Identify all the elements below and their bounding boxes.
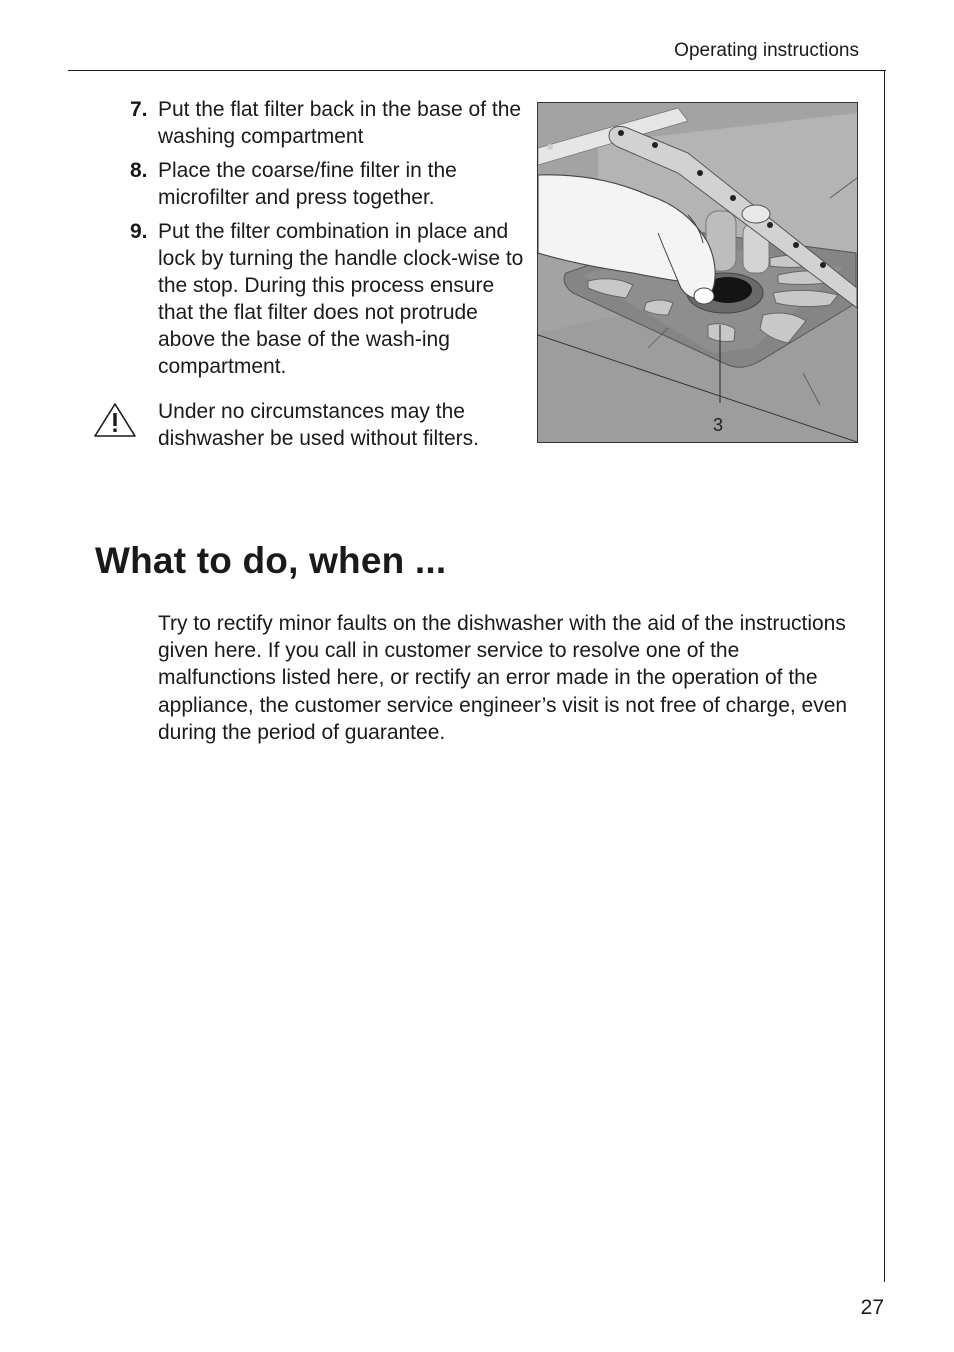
step-text: Put the filter combination in place and lock by turning the handle clock-wise to the stop. During this process ensure that the flat filter does not protrude above the base of the wash-ing compartment. — [158, 220, 524, 378]
section-title: What to do, when ... — [95, 540, 447, 581]
step-list — [130, 96, 530, 387]
step-text: Place the coarse/fine filter in the microfilter and press together. — [158, 159, 457, 209]
warning-triangle-icon — [93, 402, 137, 438]
step-item — [130, 96, 530, 150]
step-text: Put the flat filter back in the base of the washing compartment — [158, 98, 522, 148]
side-rule — [884, 70, 885, 1282]
running-header: Operating instructions — [674, 40, 859, 61]
step-number: 7. — [130, 98, 148, 121]
step-item — [130, 218, 530, 380]
section-intro: Try to rectify minor faults on the dishwasher with the aid of the instructions given here. If you call in customer service to resolve one of the malfunctions listed here, or rectify an error made in the operation of the appliance, the customer service engineer’s visit is not free of charge, even during the period of guarantee. — [158, 612, 848, 744]
warning-note — [93, 398, 533, 452]
page-number: 27 — [860, 1296, 884, 1319]
header-rule — [68, 70, 886, 71]
step-number: 8. — [130, 159, 148, 182]
filter-illustration — [537, 102, 858, 443]
step-number: 9. — [130, 220, 148, 243]
step-item — [130, 157, 530, 211]
callout-label: 3 — [713, 415, 724, 435]
warning-text: Under no circumstances may the dishwasher be used without filters. — [158, 400, 479, 450]
